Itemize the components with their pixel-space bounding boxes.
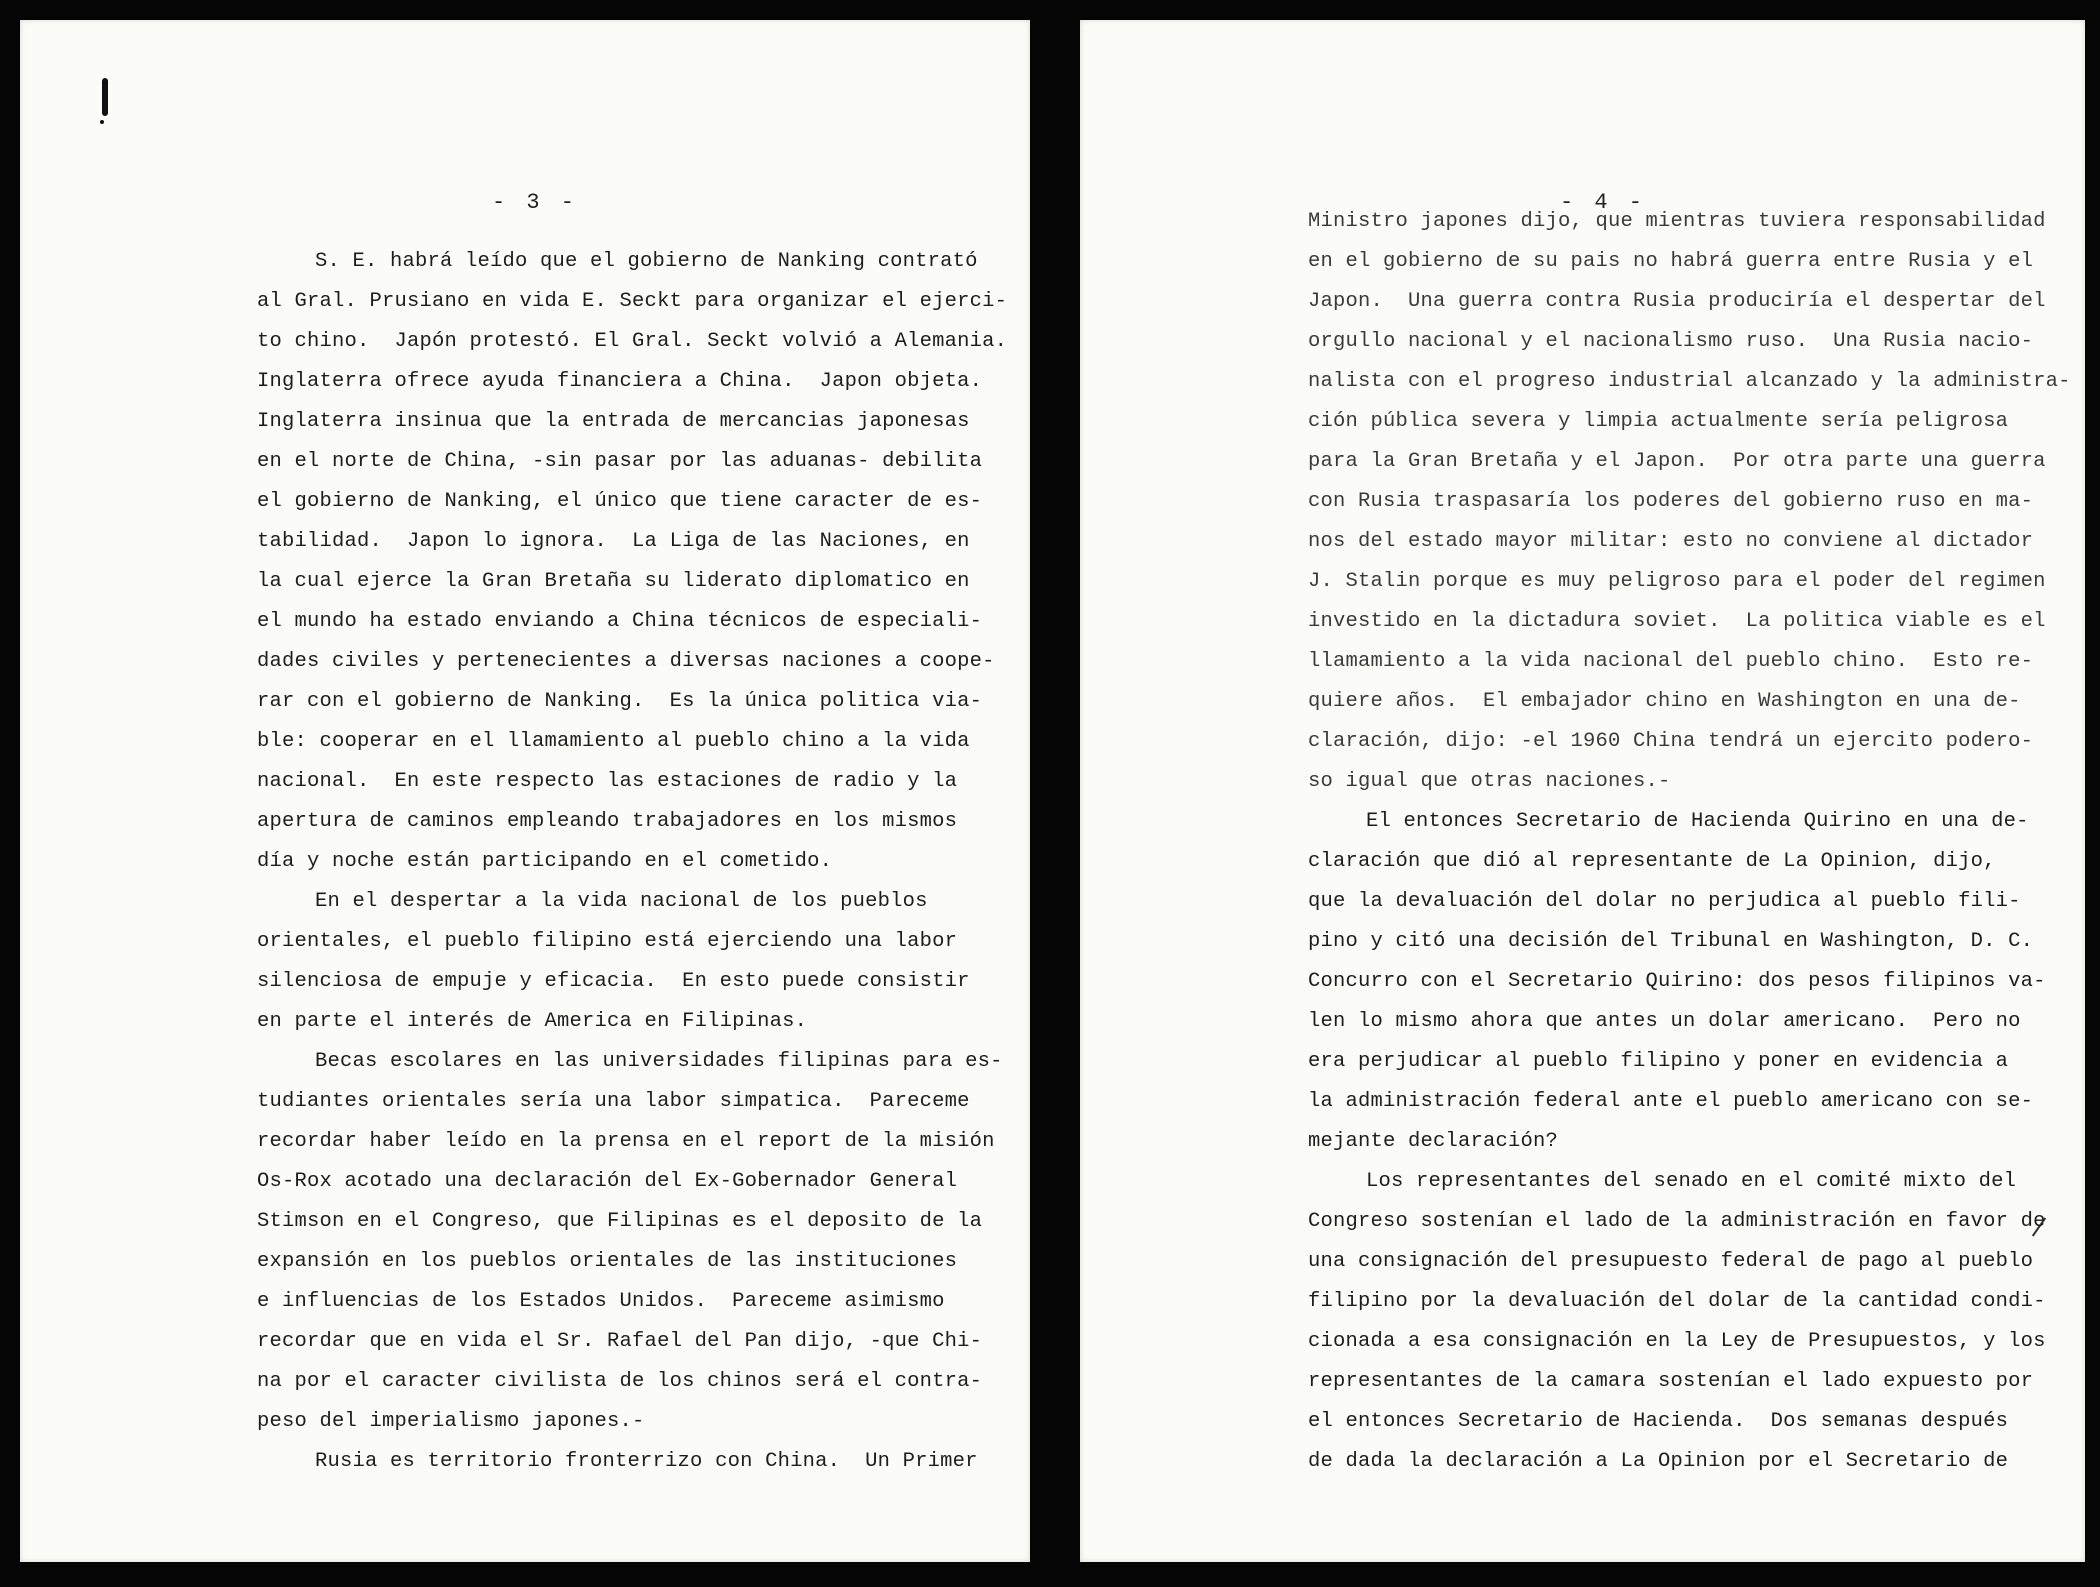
text-line: ble: cooperar en el llamamiento al pueblo chino a la vida [257,730,970,753]
text-line: recordar que en vida el Sr. Rafael del Pan dijo, -que Chi- [257,1330,983,1353]
text-line: al Gral. Prusiano en vida E. Seckt para organizar el ejerci- [257,290,1008,313]
text-line: nos del estado mayor militar: esto no conviene al dictador [1308,530,2034,553]
text-line: la cual ejerce la Gran Bretaña su liderato diplomatico en [257,570,970,593]
text-line: en el gobierno de su pais no habrá guerra entre Rusia y el [1308,250,2034,273]
text-line: Os-Rox acotado una declaración del Ex-Gobernador General [257,1170,958,1193]
text-line: recordar haber leído en la prensa en el report de la misión [257,1130,995,1153]
text-line: to chino. Japón protestó. El Gral. Seckt volvió a Alemania. [257,330,1008,353]
text-line: expansión en los pueblos orientales de las instituciones [257,1250,958,1273]
text-line: ción pública severa y limpia actualmente sería peligrosa [1308,410,2009,433]
text-line: e influencias de los Estados Unidos. Pareceme asimismo [257,1290,945,1313]
text-line: pino y citó una decisión del Tribunal en Washington, D. C. [1308,930,2034,953]
text-line: era perjudicar al pueblo filipino y poner en evidencia a [1308,1050,2009,1073]
page-body-text [1308,202,2071,1482]
right-page [1080,20,2085,1562]
page-body-text [257,242,1017,1482]
text-line: representantes de la camara sostenían el lado expuesto por [1308,1370,2034,1393]
text-line: Inglaterra ofrece ayuda financiera a China. Japon objeta. [257,370,983,393]
text-line: tabilidad. Japon lo ignora. La Liga de las Naciones, en [257,530,970,553]
text-line: Stimson en el Congreso, que Filipinas es el deposito de la [257,1210,983,1233]
text-line: con Rusia traspasaría los poderes del gobierno ruso en ma- [1308,490,2034,513]
text-line: rar con el gobierno de Nanking. Es la única politica via- [257,690,983,713]
text-line: claración que dió al representante de La Opinion, dijo, [1308,850,1996,873]
text-line: que la devaluación del dolar no perjudica al pueblo fili- [1308,890,2021,913]
text-line: una consignación del presupuesto federal de pago al pueblo [1308,1250,2034,1273]
page-number: - 4 - [1560,190,1647,215]
text-line: J. Stalin porque es muy peligroso para el poder del regimen [1308,570,2046,593]
text-line: mejante declaración? [1308,1130,1559,1153]
text-line: Japon. Una guerra contra Rusia produciría el despertar del [1308,290,2046,313]
text-line: quiere años. El embajador chino en Washington en una de- [1308,690,2021,713]
text-line: Inglaterra insinua que la entrada de mercancias japonesas [257,410,970,433]
text-line: claración, dijo: -el 1960 China tendrá un ejercito podero- [1308,730,2034,753]
ink-dot [100,120,104,124]
text-line: so igual que otras naciones.- [1308,770,1671,793]
text-line: llamamiento a la vida nacional del pueblo chino. Esto re- [1308,650,2034,673]
text-line: en el norte de China, -sin pasar por las aduanas- debilita [257,450,983,473]
text-line: apertura de caminos empleando trabajadores en los mismos [257,810,958,833]
text-line: En el despertar a la vida nacional de los pueblos [315,890,928,913]
text-line: el gobierno de Nanking, el único que tiene caracter de es- [257,490,983,513]
text-line: peso del imperialismo japones.- [257,1410,645,1433]
text-line: investido en la dictadura soviet. La politica viable es el [1308,610,2046,633]
text-line: filipino por la devaluación del dolar de la cantidad condi- [1308,1290,2046,1313]
text-line: Rusia es territorio fronterrizo con China. Un Primer [315,1450,978,1473]
ink-spot [102,78,108,116]
text-line: de dada la declaración a La Opinion por el Secretario de [1308,1450,2009,1473]
text-line: el mundo ha estado enviando a China técnicos de especiali- [257,610,983,633]
text-line: para la Gran Bretaña y el Japon. Por otra parte una guerra [1308,450,2046,473]
text-line: S. E. habrá leído que el gobierno de Nanking contrató [315,250,978,273]
text-line: el entonces Secretario de Hacienda. Dos semanas después [1308,1410,2009,1433]
left-page [20,20,1030,1562]
text-line: orientales, el pueblo filipino está ejerciendo una labor [257,930,958,953]
text-line: día y noche están participando en el cometido. [257,850,833,873]
text-line: tudiantes orientales sería una labor simpatica. Pareceme [257,1090,970,1113]
text-line: silenciosa de empuje y eficacia. En esto puede consistir [257,970,970,993]
text-line: nacional. En este respecto las estaciones de radio y la [257,770,958,793]
text-line: nalista con el progreso industrial alcanzado y la administra- [1308,370,2071,393]
text-line: Los representantes del senado en el comité mixto del [1366,1170,2017,1193]
text-line: El entonces Secretario de Hacienda Quirino en una de- [1366,810,2029,833]
text-line: en parte el interés de America en Filipinas. [257,1010,808,1033]
page-number: - 3 - [492,190,579,215]
text-line: na por el caracter civilista de los chinos será el contra- [257,1370,983,1393]
text-line: Congreso sostenían el lado de la administración en favor de [1308,1210,2046,1233]
text-line: len lo mismo ahora que antes un dolar americano. Pero no [1308,1010,2021,1033]
text-line: Becas escolares en las universidades filipinas para es- [315,1050,1003,1073]
text-line: Concurro con el Secretario Quirino: dos pesos filipinos va- [1308,970,2046,993]
text-line: la administración federal ante el pueblo americano con se- [1308,1090,2034,1113]
text-line: cionada a esa consignación en la Ley de Presupuestos, y los [1308,1330,2046,1353]
text-line: orgullo nacional y el nacionalismo ruso. Una Rusia nacio- [1308,330,2034,353]
text-line: Ministro japones dijo, que mientras tuviera responsabilidad [1308,210,2046,233]
text-line: dades civiles y pertenecientes a diversas naciones a coope- [257,650,995,673]
